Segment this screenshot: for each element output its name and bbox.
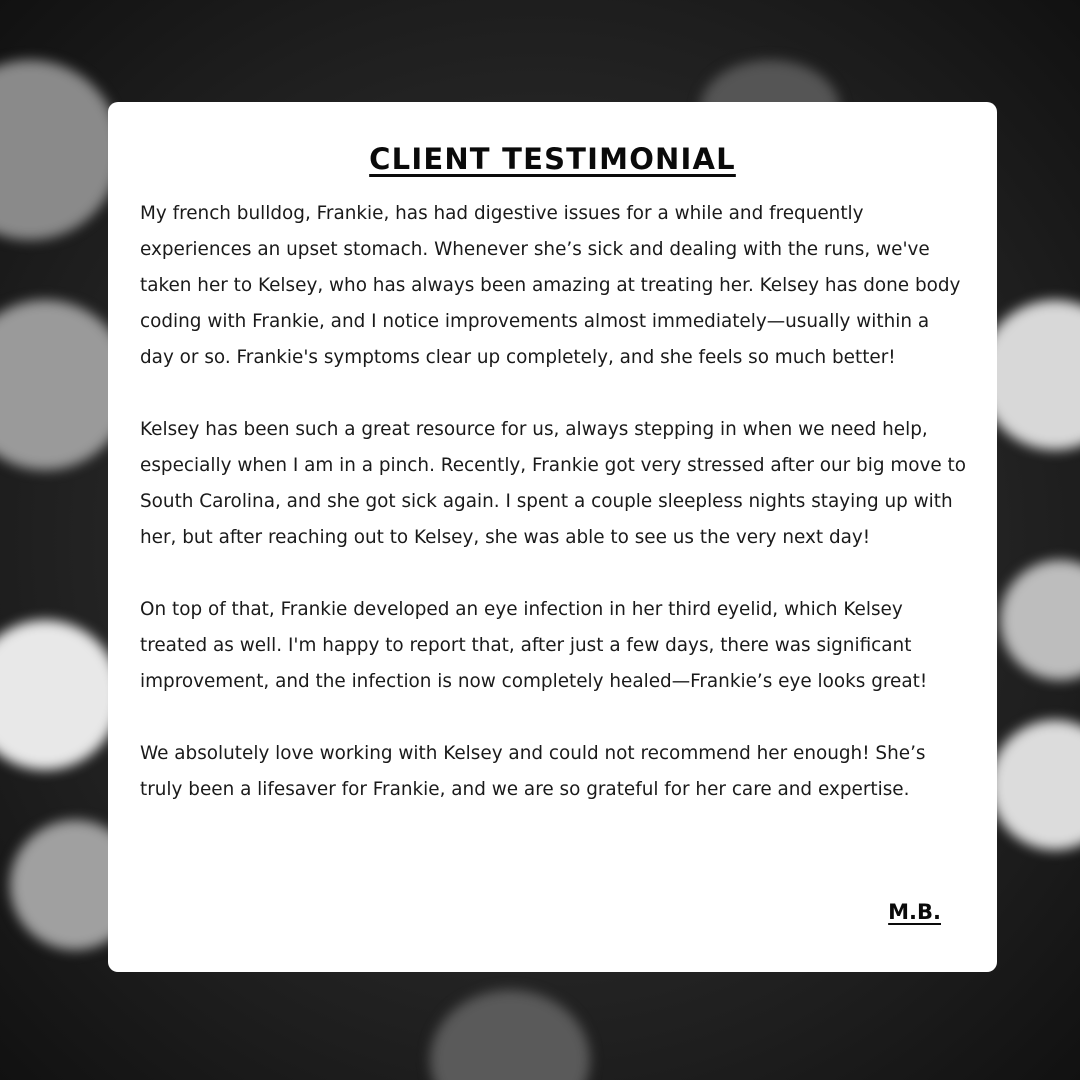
testimonial-title <box>108 142 997 176</box>
bokeh-light <box>990 720 1080 850</box>
testimonial-card <box>108 102 997 972</box>
testimonial-signature: M.B. <box>888 900 941 924</box>
bokeh-light <box>0 620 120 770</box>
testimonial-paragraph: My french bulldog, Frankie, has had digestive issues for a while and frequently experiences an upset stomach. Whenever she’s sick and dealing with the runs, we've taken her to Kelsey, who has always been amazing at treating her. Kelsey has done body coding with Frankie, and I notice improvements almost immediately—usually within a day or so. Frankie's symptoms clear up completely, and she feels so much better! <box>140 203 961 368</box>
testimonial-paragraph: We absolutely love working with Kelsey and could not recommend her enough! She’s truly been a lifesaver for Frankie, and we are so grateful for her care and expertise. <box>140 743 926 800</box>
bokeh-light <box>1000 560 1080 680</box>
bokeh-light <box>0 60 120 240</box>
testimonial-body <box>140 196 968 844</box>
testimonial-paragraph: On top of that, Frankie developed an eye infection in her third eyelid, which Kelsey treated as well. I'm happy to report that, after just a few days, there was significant improvement, and the infection is now completely healed—Frankie’s eye looks great! <box>140 599 928 692</box>
title-text: CLIENT TESTIMONIAL <box>369 142 736 176</box>
testimonial-paragraph: Kelsey has been such a great resource for us, always stepping in when we need help, especially when I am in a pinch. Recently, Frankie got very stressed after our big move to South Carolina, and she got sick again. I spent a couple sleepless nights staying up with her, but after reaching out to Kelsey, she was able to see us the very next day! <box>140 419 967 548</box>
bokeh-light <box>430 990 590 1080</box>
